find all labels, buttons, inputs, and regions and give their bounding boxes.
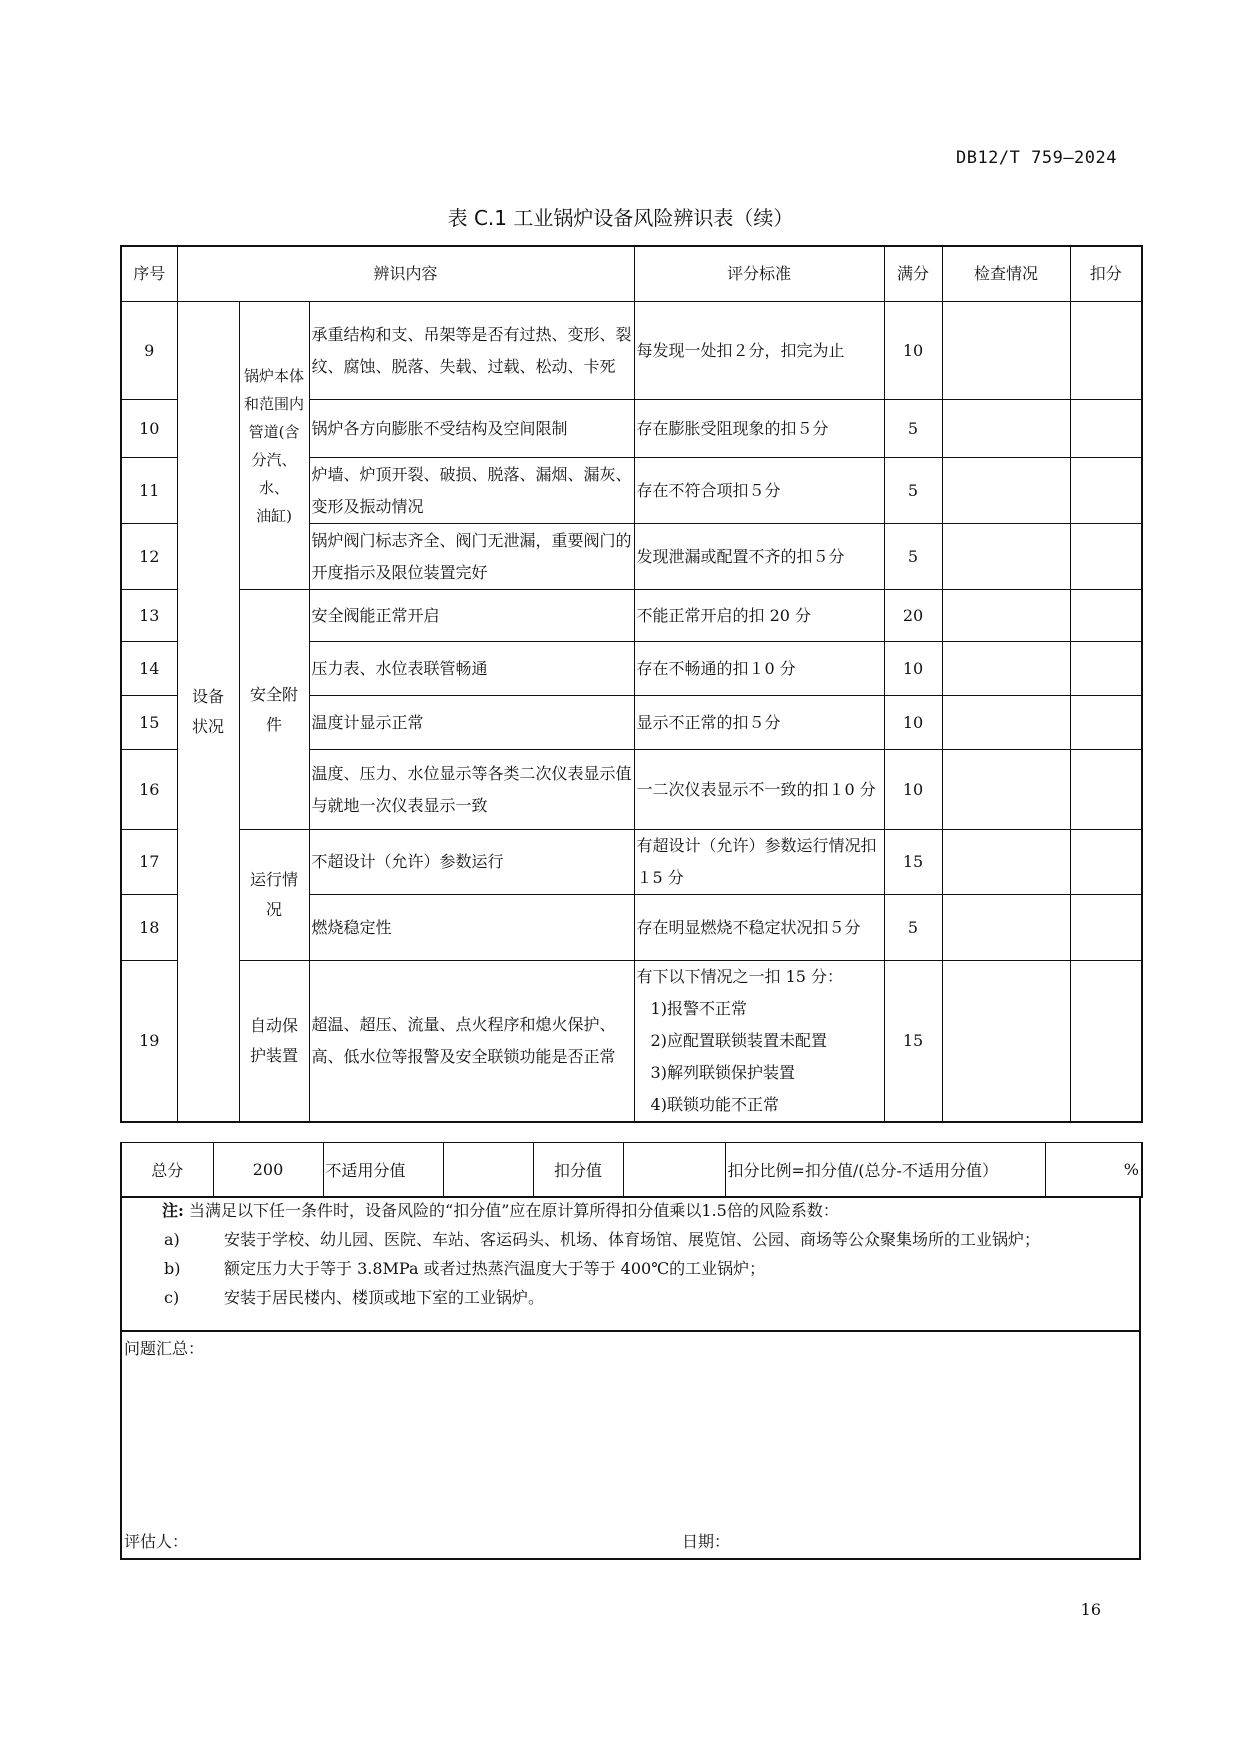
col-no: 序号	[121, 246, 177, 302]
header-row	[121, 246, 1142, 302]
problem-summary-label: 问题汇总：	[124, 1339, 205, 1358]
row-full: 15	[884, 961, 942, 1123]
row-deduct[interactable]	[1070, 696, 1142, 750]
row-check[interactable]	[942, 895, 1070, 961]
row-standard: 存在膨胀受阻现象的扣５分	[634, 400, 884, 458]
group-boiler-body: 锅炉本体 和范围内 管道(含 分汽、水、 油缸)	[239, 302, 309, 590]
page-number: 16	[1080, 1600, 1101, 1619]
row-full: 20	[884, 590, 942, 642]
row-no: 19	[121, 961, 177, 1123]
row-deduct[interactable]	[1070, 642, 1142, 696]
total-value: 200	[213, 1143, 323, 1197]
note-intro-label: 注:	[162, 1201, 184, 1220]
note-item	[122, 1225, 1139, 1254]
row-check[interactable]	[942, 302, 1070, 400]
row-no: 13	[121, 590, 177, 642]
row-standard: 存在不畅通的扣１0 分	[634, 642, 884, 696]
deduct-value[interactable]	[623, 1143, 725, 1197]
table-row	[121, 961, 1142, 1123]
row-full: 10	[884, 642, 942, 696]
ratio-label: 扣分比例=扣分值/(总分-不适用分值）	[725, 1143, 1045, 1197]
note-item	[122, 1254, 1139, 1283]
row-deduct[interactable]	[1070, 400, 1142, 458]
note-item	[122, 1283, 1139, 1312]
row-full: 5	[884, 524, 942, 590]
row-standard: 一二次仪表显示不一致的扣１0 分	[634, 750, 884, 830]
row-content: 锅炉各方向膨胀不受结构及空间限制	[309, 400, 634, 458]
col-full: 满分	[884, 246, 942, 302]
date-label: 日期：	[682, 1532, 731, 1551]
problem-summary-box[interactable]	[120, 1330, 1141, 1560]
standard-item: 4)联锁功能不正常	[650, 1095, 779, 1114]
na-label: 不适用分值	[323, 1143, 443, 1197]
row-content: 承重结构和支、吊架等是否有过热、变形、裂纹、腐蚀、脱落、失载、过载、松动、卡死	[309, 302, 634, 400]
row-deduct[interactable]	[1070, 524, 1142, 590]
row-check[interactable]	[942, 696, 1070, 750]
row-deduct[interactable]	[1070, 895, 1142, 961]
row-full: 10	[884, 696, 942, 750]
row-standard: 有超设计（允许）参数运行情况扣１5 分	[634, 830, 884, 895]
row-check[interactable]	[942, 458, 1070, 524]
row-no: 10	[121, 400, 177, 458]
row-check[interactable]	[942, 642, 1070, 696]
row-content: 锅炉阀门标志齐全、阀门无泄漏，重要阀门的开度指示及限位装置完好	[309, 524, 634, 590]
row-standard: 不能正常开启的扣 20 分	[634, 590, 884, 642]
assessor-label: 评估人：	[124, 1532, 189, 1551]
row-deduct[interactable]	[1070, 961, 1142, 1123]
row-content: 温度计显示正常	[309, 696, 634, 750]
note-intro	[122, 1196, 1139, 1225]
col-check: 检查情况	[942, 246, 1070, 302]
row-no: 17	[121, 830, 177, 895]
note-item-label: a)	[164, 1230, 180, 1249]
row-full: 5	[884, 400, 942, 458]
row-check[interactable]	[942, 400, 1070, 458]
summary-row	[121, 1143, 1142, 1197]
row-no: 11	[121, 458, 177, 524]
col-content: 辨识内容	[177, 246, 634, 302]
row-full: 15	[884, 830, 942, 895]
row-deduct[interactable]	[1070, 458, 1142, 524]
col-standard: 评分标准	[634, 246, 884, 302]
row-no: 15	[121, 696, 177, 750]
row-content: 炉墙、炉顶开裂、破损、脱落、漏烟、漏灰、变形及振动情况	[309, 458, 634, 524]
row-check[interactable]	[942, 524, 1070, 590]
group-auto-protection: 自动保 护装置	[239, 961, 309, 1123]
row-standard-list	[634, 961, 884, 1123]
summary-table	[120, 1142, 1143, 1198]
row-no: 9	[121, 302, 177, 400]
row-deduct[interactable]	[1070, 590, 1142, 642]
row-deduct[interactable]	[1070, 750, 1142, 830]
na-value[interactable]	[443, 1143, 533, 1197]
note-item-label: c)	[164, 1288, 180, 1307]
note-item-text: 安装于学校、幼儿园、医院、车站、客运码头、机场、体育场馆、展览馆、公园、商场等公众聚集场所的工业锅炉；	[224, 1230, 1041, 1249]
standard-item: 3)解列联锁保护装置	[650, 1063, 795, 1082]
row-standard: 存在明显燃烧不稳定状况扣５分	[634, 895, 884, 961]
row-full: 10	[884, 302, 942, 400]
row-no: 18	[121, 895, 177, 961]
row-content: 温度、压力、水位显示等各类二次仪表显示值与就地一次仪表显示一致	[309, 750, 634, 830]
ratio-percent[interactable]: %	[1045, 1143, 1142, 1197]
note-item-label: b)	[164, 1259, 181, 1278]
row-standard: 存在不符合项扣５分	[634, 458, 884, 524]
row-no: 12	[121, 524, 177, 590]
standard-item: 1)报警不正常	[650, 999, 747, 1018]
table-title: 表 C.1 工业锅炉设备风险辨识表（续）	[447, 206, 794, 230]
row-no: 14	[121, 642, 177, 696]
row-standard: 显示不正常的扣５分	[634, 696, 884, 750]
total-label: 总分	[121, 1143, 213, 1197]
note-item-text: 安装于居民楼内、楼顶或地下室的工业锅炉。	[224, 1288, 545, 1307]
deduct-label: 扣分值	[533, 1143, 623, 1197]
row-content: 压力表、水位表联管畅通	[309, 642, 634, 696]
row-check[interactable]	[942, 750, 1070, 830]
row-check[interactable]	[942, 590, 1070, 642]
row-standard: 发现泄漏或配置不齐的扣５分	[634, 524, 884, 590]
row-full: 5	[884, 458, 942, 524]
row-content: 不超设计（允许）参数运行	[309, 830, 634, 895]
category-cell: 设备 状况	[177, 302, 239, 1123]
note-item-text: 额定压力大于等于 3.8MPa 或者过热蒸汽温度大于等于 400℃的工业锅炉；	[224, 1259, 766, 1278]
risk-table	[120, 245, 1143, 1123]
row-standard: 每发现一处扣２分，扣完为止	[634, 302, 884, 400]
table-row	[121, 302, 1142, 400]
row-deduct[interactable]	[1070, 830, 1142, 895]
row-content: 安全阀能正常开启	[309, 590, 634, 642]
row-check[interactable]	[942, 961, 1070, 1123]
row-content: 燃烧稳定性	[309, 895, 634, 961]
row-content: 超温、超压、流量、点火程序和熄火保护、高、低水位等报警及安全联锁功能是否正常	[309, 961, 634, 1123]
table-row	[121, 590, 1142, 642]
row-full: 5	[884, 895, 942, 961]
row-full: 10	[884, 750, 942, 830]
note-intro-text: 当满足以下任一条件时，设备风险的“扣分值”应在原计算所得扣分值乘以1.5倍的风险系数：	[189, 1201, 839, 1220]
standard-item: 2)应配置联锁装置未配置	[650, 1031, 827, 1050]
group-operation: 运行情 况	[239, 830, 309, 961]
col-deduct: 扣分	[1070, 246, 1142, 302]
row-no: 16	[121, 750, 177, 830]
table-row	[121, 830, 1142, 895]
document-number: DB12/T 759—2024	[955, 148, 1117, 168]
group-safety-accessories: 安全附 件	[239, 590, 309, 830]
notes-block	[120, 1196, 1141, 1330]
row-check[interactable]	[942, 830, 1070, 895]
standard-head: 有下以下情况之一扣 15 分：	[636, 967, 844, 986]
row-deduct[interactable]	[1070, 302, 1142, 400]
